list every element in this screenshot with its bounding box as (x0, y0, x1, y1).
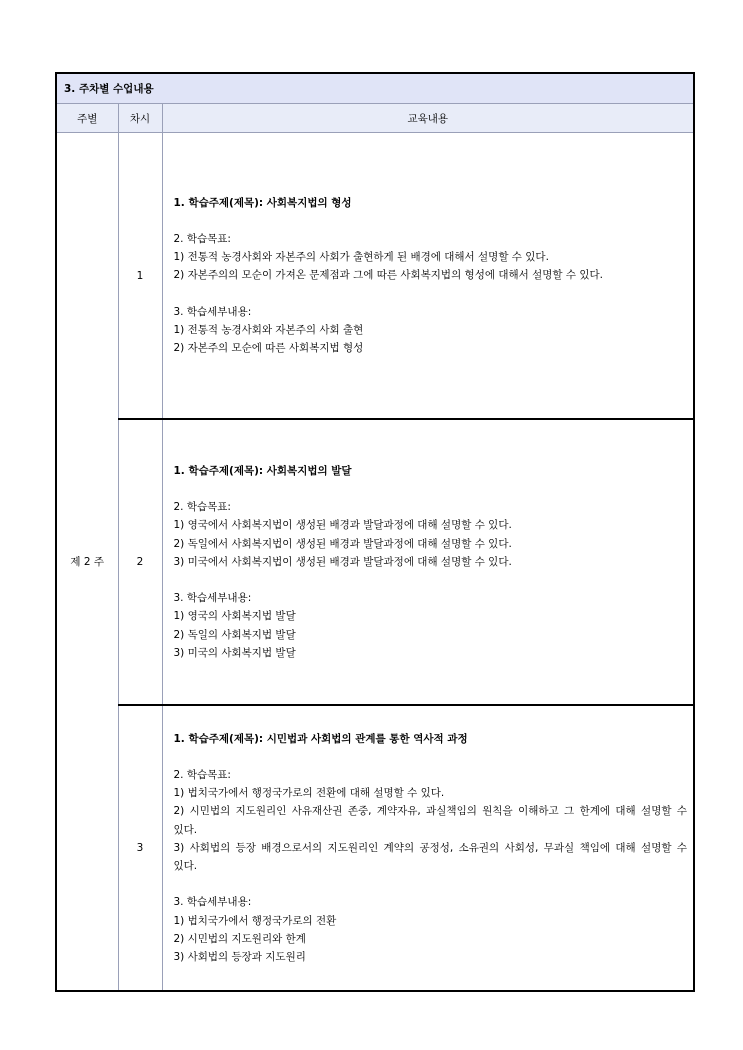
details-heading: 3. 학습세부내용: (173, 305, 252, 318)
detail-item: 2) 시민법의 지도원리와 한계 (173, 932, 306, 945)
column-header-week: 주별 (56, 104, 118, 133)
objective-item: 1) 법치국가에서 행정국가로의 전환에 대해 설명할 수 있다. (173, 787, 445, 800)
detail-item: 3) 미국의 사회복지법 발달 (173, 646, 296, 659)
objective-item: 3) 사회법의 등장 배경으로서의 지도원리인 계약의 공정성, 소유권의 사회성, 무과실 책임에 대해 설명할 수 있다. (173, 841, 688, 873)
objectives-heading: 2. 학습목표: (173, 232, 231, 245)
detail-item: 1) 영국의 사회복지법 발달 (173, 610, 296, 623)
session-topic: 1. 학습주제(제목): 시민법과 사회법의 관계를 통한 역사적 과정 (173, 732, 468, 745)
detail-item: 2) 자본주의 모순에 따른 사회복지법 형성 (173, 342, 364, 354)
session-number: 3 (118, 705, 162, 991)
objective-item: 2) 독일에서 사회복지법이 생성된 배경과 발달과정에 대해 설명할 수 있다. (173, 537, 512, 550)
objective-item: 1) 전통적 농경사회와 자본주의 사회가 출현하게 된 배경에 대해서 설명할 수 있다. (173, 251, 549, 264)
session-content (162, 419, 694, 705)
week-cell: 제 2 주 (56, 133, 118, 992)
session-content (162, 705, 694, 991)
table-row-session-2 (56, 419, 694, 705)
table-row-session-1 (56, 133, 694, 420)
objective-item: 2) 자본주의의 모순이 가져온 문제점과 그에 따른 사회복지법의 형성에 대해서 설명할 수 있다. (173, 269, 603, 282)
detail-item: 1) 전통적 농경사회와 자본주의 사회 출현 (173, 323, 364, 336)
objectives-heading: 2. 학습목표: (173, 769, 231, 782)
objective-item: 2) 시민법의 지도원리인 사유재산권 존중, 계약자유, 과실책임의 원칙을 이해하고 그 한계에 대해 설명할 수 있다. (173, 805, 688, 836)
section-title-row (56, 73, 694, 104)
column-header-session: 차시 (118, 104, 162, 133)
header-row (56, 104, 694, 133)
objective-item: 3) 미국에서 사회복지법이 생성된 배경과 발달과정에 대해 설명할 수 있다. (173, 555, 512, 568)
section-title: 3. 주차별 수업내용 (56, 73, 694, 104)
details-heading: 3. 학습세부내용: (173, 592, 252, 605)
syllabus-page (55, 72, 693, 992)
details-heading: 3. 학습세부내용: (173, 896, 252, 909)
session-content (162, 133, 694, 420)
detail-item: 1) 법치국가에서 행정국가로의 전환 (173, 914, 337, 927)
objectives-heading: 2. 학습목표: (173, 501, 231, 514)
session-number: 1 (118, 133, 162, 420)
detail-item: 2) 독일의 사회복지법 발달 (173, 628, 296, 641)
column-header-content: 교육내용 (162, 104, 694, 133)
session-topic: 1. 학습주제(제목): 사회복지법의 발달 (173, 465, 352, 478)
detail-item: 3) 사회법의 등장과 지도원리 (173, 950, 306, 963)
session-number: 2 (118, 419, 162, 705)
objective-item: 1) 영국에서 사회복지법이 생성된 배경과 발달과정에 대해 설명할 수 있다. (173, 519, 512, 532)
weekly-content-table (55, 72, 695, 992)
session-topic: 1. 학습주제(제목): 사회복지법의 형성 (173, 196, 352, 209)
table-row-session-3 (56, 705, 694, 991)
